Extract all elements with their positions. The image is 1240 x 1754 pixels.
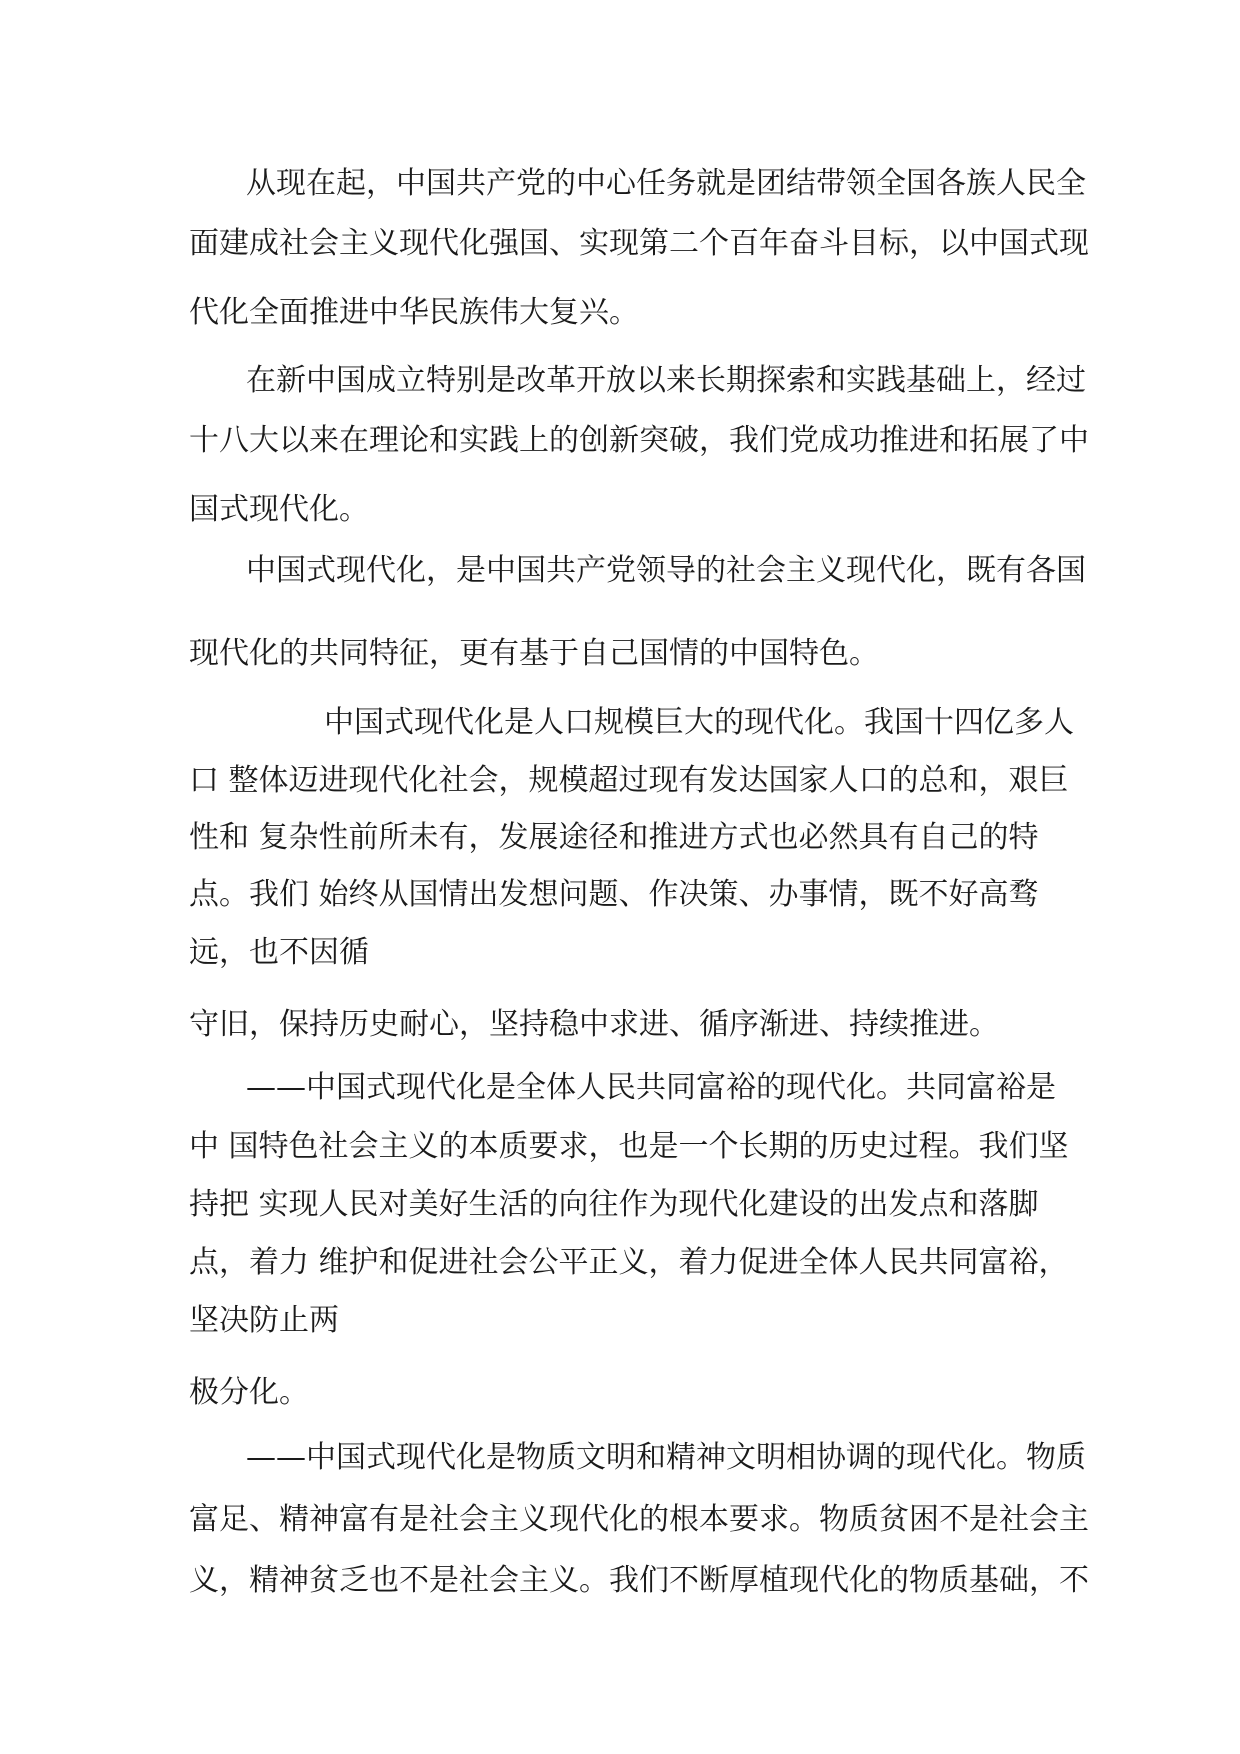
text-line: 守旧，保持历史耐心，坚持稳中求进、循序渐进、持续推进。 [189,1007,999,1042]
text-line: 从现在起，中国共产党的中心任务就是团结带领全国各族人民全 [246,166,1086,201]
text-line: 远，也不因循 [189,935,369,970]
text-line: 性和 复杂性前所未有，发展途径和推进方式也必然具有自己的特 [189,820,1039,855]
text-line: 十八大以来在理论和实践上的创新突破，我们党成功推进和拓展了中 [189,423,1089,458]
text-line: 点，着力 维护和促进社会公平正义，着力促进全体人民共同富裕， [189,1245,1069,1280]
text-line: 中国式现代化，是中国共产党领导的社会主义现代化，既有各国 [246,553,1086,588]
text-line: 口 整体迈进现代化社会，规模超过现有发达国家人口的总和，艰巨 [189,763,1069,798]
text-line: 在新中国成立特别是改革开放以来长期探索和实践基础上，经过 [246,363,1086,398]
text-line: 义，精神贫乏也不是社会主义。我们不断厚植现代化的物质基础，不 [189,1563,1089,1598]
text-line: 富足、精神富有是社会主义现代化的根本要求。物质贫困不是社会主 [189,1502,1089,1537]
text-line: 点。我们 始终从国情出发想问题、作决策、办事情，既不好高骛 [189,877,1039,912]
text-line: 现代化的共同特征，更有基于自己国情的中国特色。 [189,636,879,671]
text-line: 持把 实现人民对美好生活的向往作为现代化建设的出发点和落脚 [189,1187,1039,1222]
text-line: 极分化。 [189,1375,309,1410]
text-line: 国式现代化。 [189,492,369,527]
text-line: ——中国式现代化是全体人民共同富裕的现代化。共同富裕是 [246,1070,1056,1105]
text-line: ——中国式现代化是物质文明和精神文明相协调的现代化。物质 [246,1440,1086,1475]
text-line: 代化全面推进中华民族伟大复兴。 [189,295,639,330]
text-line: 面建成社会主义现代化强国、实现第二个百年奋斗目标，以中国式现 [189,226,1089,261]
text-line: 中 国特色社会主义的本质要求，也是一个长期的历史过程。我们坚 [189,1129,1069,1164]
text-line: 坚决防止两 [189,1303,339,1338]
text-line: 中国式现代化是人口规模巨大的现代化。我国十四亿多人 [324,705,1074,740]
